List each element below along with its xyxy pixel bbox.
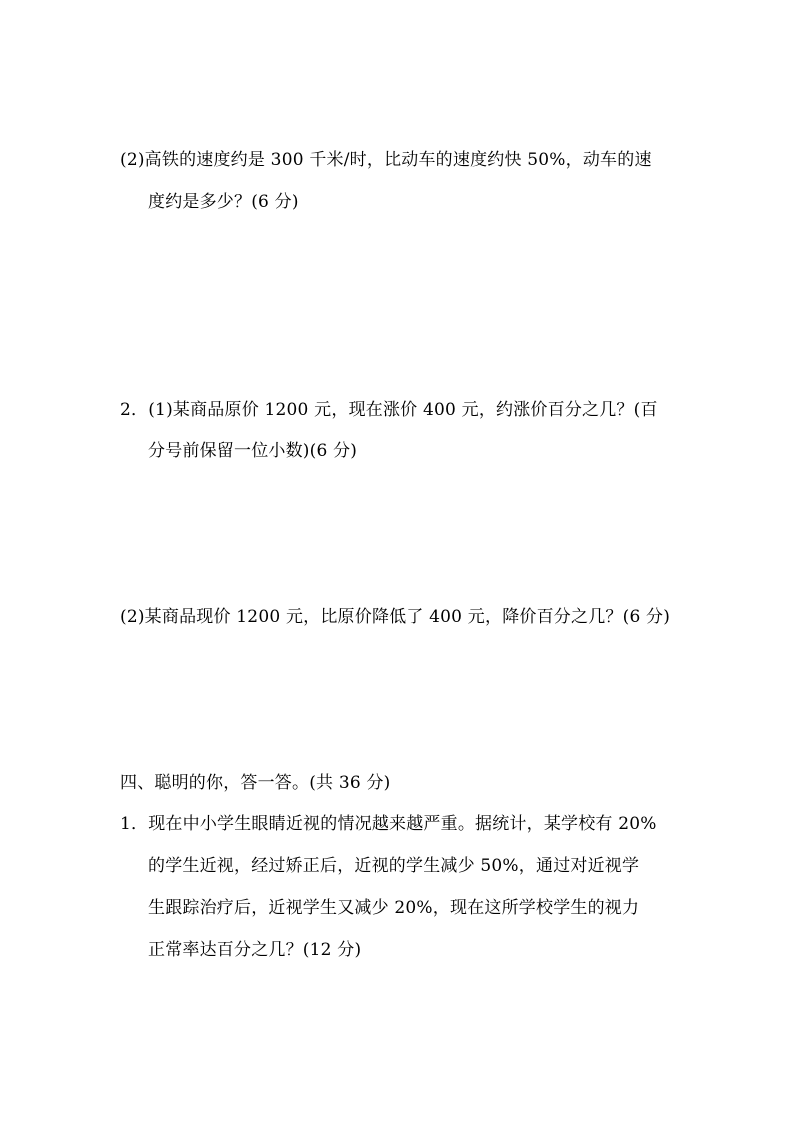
question-2-part-1-line-2: 分号前保留一位小数)(6 分) <box>148 441 358 461</box>
section-4-question-1-line-4: 正常率达百分之几？(12 分) <box>148 940 362 960</box>
question-2-part-1-line-1: 2．(1)某商品原价 1200 元，现在涨价 400 元，约涨价百分之几？(百 <box>120 400 658 420</box>
section-4-heading: 四、聪明的你，答一答。(共 36 分) <box>120 773 391 793</box>
section-4-question-1-line-2: 的学生近视，经过矫正后，近视的学生减少 50%，通过对近视学 <box>148 856 640 876</box>
section-4-question-1-line-1: 1．现在中小学生眼睛近视的情况越来越严重。据统计，某学校有 20% <box>120 814 657 834</box>
question-2-part-2-line-1: (2)某商品现价 1200 元，比原价降低了 400 元，降价百分之几？(6 分) <box>120 607 671 627</box>
question-1-part-2-line-2: 度约是多少？(6 分) <box>148 192 299 212</box>
section-4-question-1-line-3: 生跟踪治疗后，近视学生又减少 20%，现在这所学校学生的视力 <box>148 898 640 918</box>
question-1-part-2-line-1: (2)高铁的速度约是 300 千米/时，比动车的速度约快 50%，动车的速 <box>120 150 652 170</box>
